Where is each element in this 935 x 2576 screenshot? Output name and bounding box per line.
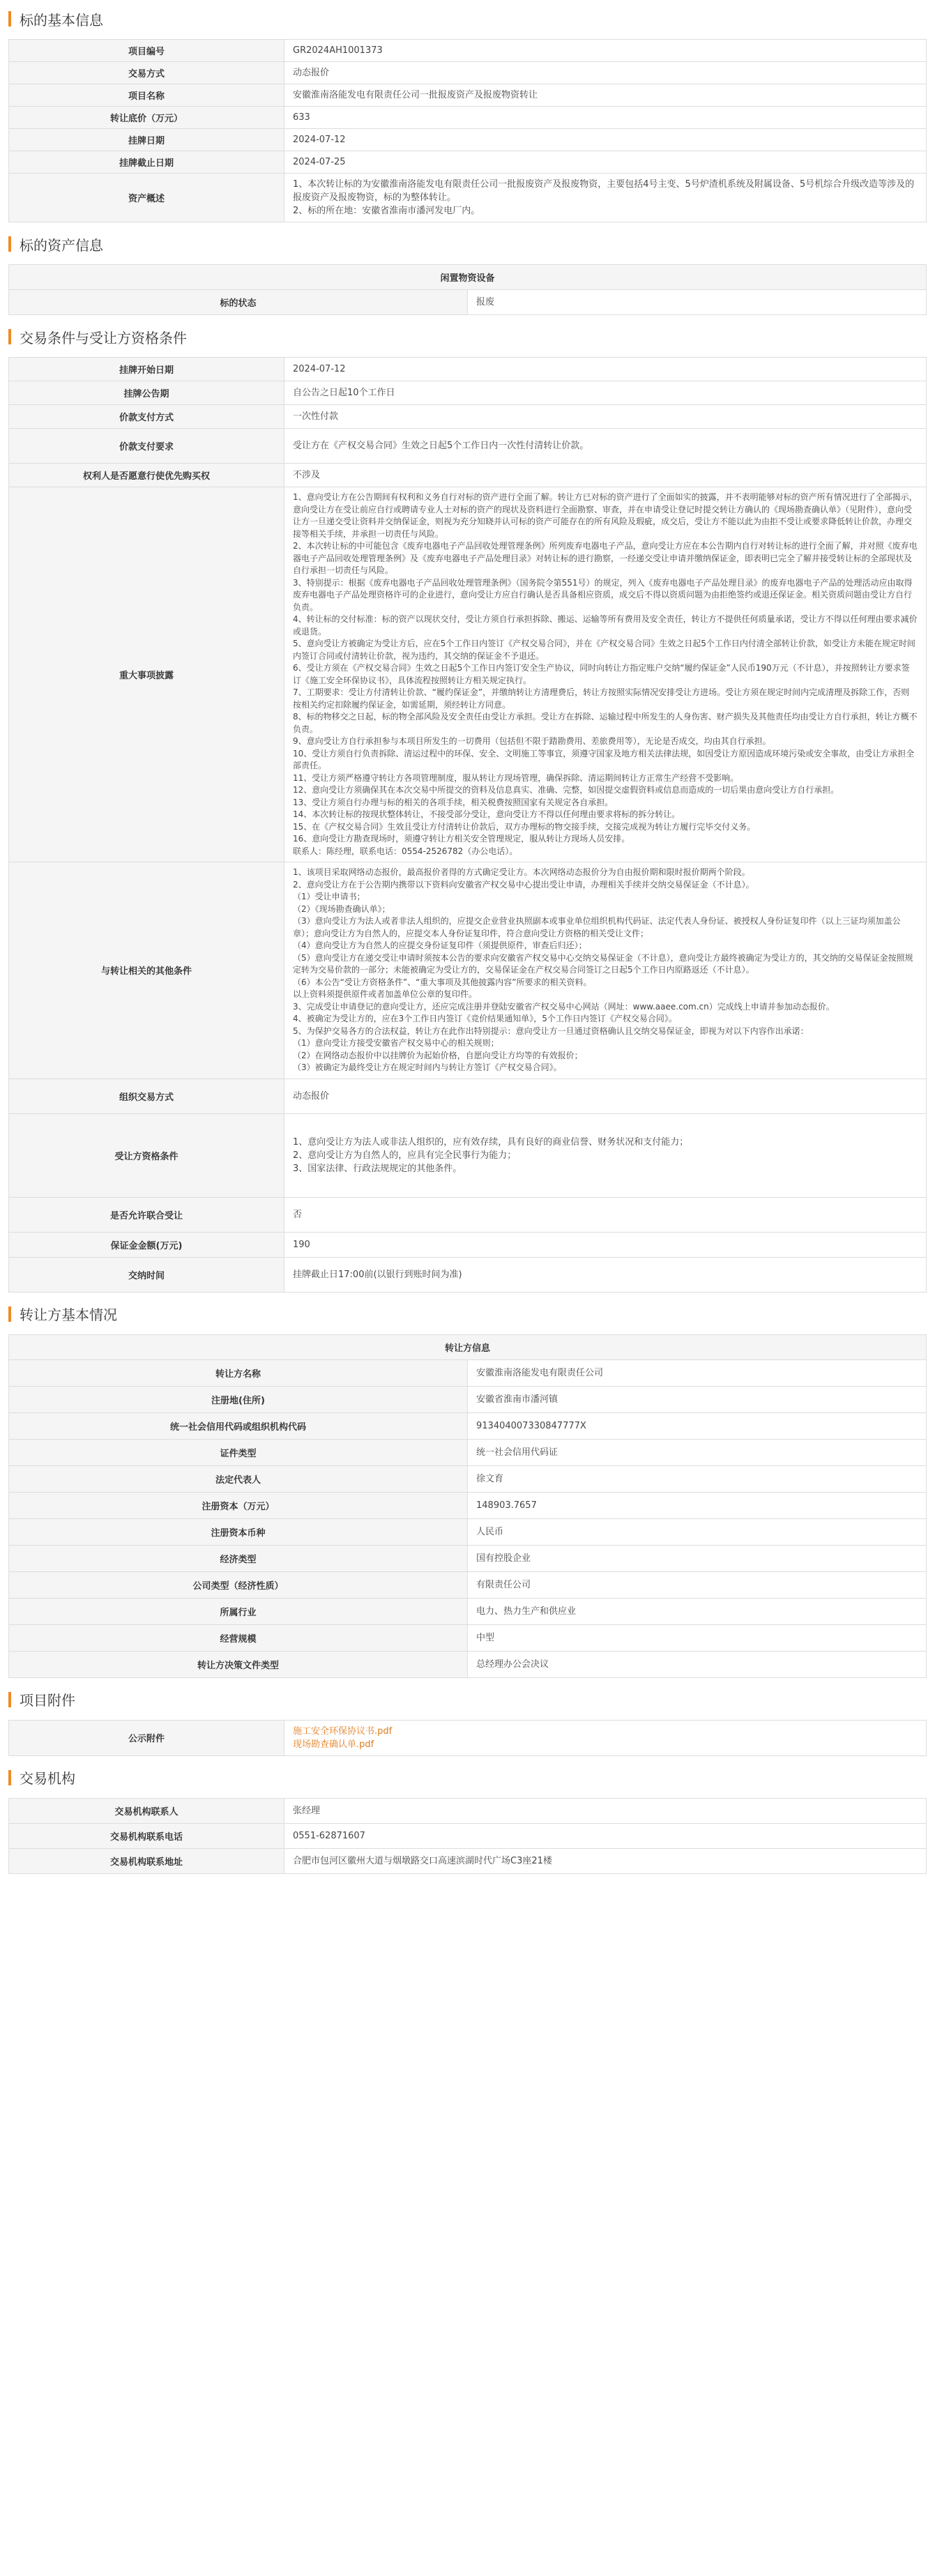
field-value: 统一社会信用代码证 [468,1439,927,1465]
field-label: 保证金金额(万元) [9,1232,284,1257]
table-row [9,1798,927,1823]
section-header-conditions [8,325,927,349]
section-header-basic [8,7,927,31]
field-label: 交易方式 [9,62,284,84]
field-value: 2024-07-12 [284,129,927,151]
field-label: 注册资本币种 [9,1518,468,1545]
field-value: 否 [284,1197,927,1232]
field-value: GR2024AH1001373 [284,40,927,62]
table-row [9,151,927,174]
field-value: 自公告之日起10个工作日 [284,381,927,405]
field-label: 公示附件 [9,1720,284,1755]
table-row [9,1571,927,1598]
field-value: 0551-62871607 [284,1823,927,1848]
table-row [9,1518,927,1545]
table-row [9,1079,927,1113]
field-label: 交易机构联系人 [9,1798,284,1823]
field-label: 项目名称 [9,84,284,107]
field-value: 报废 [468,290,927,315]
section-accent-bar [8,329,11,344]
attachment-link[interactable]: 施工安全环保协议书.pdf [293,1725,393,1737]
section-header-attachments [8,1688,927,1712]
field-label: 项目编号 [9,40,284,62]
section-accent-bar [8,1692,11,1707]
field-label: 权利人是否愿意行使优先购买权 [9,464,284,487]
conditions-table [8,357,927,1293]
table-row [9,174,927,222]
table-row [9,862,927,1079]
field-value: 1、意向受让方在公告期间有权利和义务自行对标的资产进行全面了解。转让方已对标的资产进行了全面如实的披露，并不表明能够对标的资产所有情况进行了全部揭示，意向受让方在受让前应自行或聘请专业人士对标的资产的现状及资料进行全面勘察、审查，并在申请受让登记时提交转让方确认的《现场勘查确认单》（见附件），意向受让方一旦递交受让资料并交纳保证金，则视为充分知晓并认可标的资产可能存在的所有风险及瑕疵，成交后，受让方不能以此为由拒不受让或要求降低转让价款，办理交接等相关手续，并承担一切责任与风险。 2、本次转让标的中可能包含《废弃电器电子产品回收处理管理条例》所列废弃电器电子产品，意向受让方应在本公告期内自行对转让标的进行全面了解，并对照《废弃电器电子产品回收处理管理条例》及《废弃电器电子产品处理目录》对转让标的进行勘察，一经递交受让申请并缴纳保证金，即表明已完全了解并接受转让标的全部现状及自行承担一切责任与风险。 3、特别提示：根据《废弃电器电子产品回收处理管理条例》（国务院令第551号）的规定，列入《废弃电器电子产品处理目录》的废弃电器电子产品的处理活动应由取得废弃电器电子产品处理资格许可的企业进行，意向受让方应自行确认是否具备相应资质，成交后不得以资质问题为由拒绝签约或退还保证金。相关资质问题由受让方自行负责。 4、转让标的交付标准：标的资产以现状交付，受让方须自行承担拆除、搬运、运输等所有费用及安全责任，转让方不提供任何质量承诺，受让方不得以任何理由要求减价或退货。 5、意向受让方被确定为受让方后，应在5个工作日内签订《产权交易合同》，并在《产权交易合同》生效之日起5个工作日内付清全部转让价款，如受让方未能在规定时间内签订合同或付清转让价款，视为违约，其交纳的保证金不予退还。 6、受让方须在《产权交易合同》生效之日起5个工作日内签订安全生产协议，同时向转让方指定账户交纳“履约保证金”人民币190万元（不计息），并按照转让方要求签订《施工安全环保协议书》，具体流程按照转让方相关规定执行。 7、工期要求：受让方付清转让价款、“履约保证金”，并缴纳转让方清理费后，转让方按照实际情况安排受让方进场。受让方须在规定时间内完成清理及拆除工作，否则按相关约定扣除履约保证金，如需延期，须经转让方同意。 8、标的物移交之日起，标的物全部风险及安全责任由受让方承担。受让方在拆除、运输过程中所发生的人身伤害、财产损失及其他责任均由受让方自行承担，转让方概不负责。 9、意向受让方自行承担参与本项目所发生的一切费用（包括但不限于踏勘费用、差旅费用等），无论是否成交，均由其自行承担。 10、受让方须自行负责拆除、清运过程中的环保、安全、文明施工等事宜，须遵守国家及地方相关法律法规，如因受让方原因造成环境污染或安全事故，由受让方承担全部责任。 11、受让方须严格遵守转让方各项管理制度，服从转让方现场管理，确保拆除、清运期间转让方正常生产经营不受影响。 12、意向受让方须确保其在本次交易中所提交的资料及信息真实、准确、完整，如因提交虚假资料或信息而造成的一切后果由意向受让方自行承担。 13、受让方须自行办理与标的相关的各项手续，相关税费按照国家有关规定各自承担。 14、本次转让标的按现状整体转让，不接受部分受让，意向受让方不得以任何理由要求将标的拆分转让。 15、在《产权交易合同》生效且受让方付清转让价款后，双方办理标的物交接手续，交接完成视为转让方履行完毕交付义务。 16、意向受让方勘查现场时，须遵守转让方相关安全管理规定，服从转让方现场人员安排。 联系人：陈经理，联系电话：0554-2526782（办公电话）。 [284,487,927,862]
field-value: 1、意向受让方为法人或非法人组织的，应有效存续，具有良好的商业信誉、财务状况和支付能力； 2、意向受让方为自然人的，应具有完全民事行为能力； 3、国家法律、行政法规规定的其他条件。 [284,1113,927,1197]
field-value: 合肥市包河区徽州大道与烟墩路交口高速滨湖时代广场C3座21楼 [284,1848,927,1873]
field-label: 注册地(住所) [9,1386,468,1412]
field-label: 转让方名称 [9,1359,468,1386]
field-label: 交纳时间 [9,1257,284,1292]
section-title: 交易条件与受让方资格条件 [20,330,187,346]
field-label: 重大事项披露 [9,487,284,862]
section-title: 标的基本信息 [20,13,103,29]
table-row [9,487,927,862]
table-row [9,1492,927,1518]
field-label: 转让方决策文件类型 [9,1651,468,1677]
table-row [9,84,927,107]
field-label: 公司类型（经济性质） [9,1571,468,1598]
section-header-transferor [8,1302,927,1326]
field-value: 2024-07-25 [284,151,927,174]
table-row [9,1257,927,1292]
table-row [9,1465,927,1492]
table-row [9,405,927,429]
section-accent-bar [8,236,11,252]
field-label: 法定代表人 [9,1465,468,1492]
field-value: 2024-07-12 [284,358,927,381]
field-value: 动态报价 [284,62,927,84]
section-title: 交易机构 [20,1771,75,1787]
attachment-link[interactable]: 现场勘查确认单.pdf [293,1739,374,1750]
table-row [9,1197,927,1232]
field-label: 与转让相关的其他条件 [9,862,284,1079]
table-row [9,1439,927,1465]
field-value: 人民币 [468,1518,927,1545]
attachments-table [8,1720,927,1756]
table-row [9,40,927,62]
field-value: 徐文育 [468,1465,927,1492]
table-row [9,1848,927,1873]
field-value: 总经理办公会决议 [468,1651,927,1677]
field-value: 挂牌截止日17:00前(以银行到账时间为准) [284,1257,927,1292]
field-value: 不涉及 [284,464,927,487]
table-caption: 转让方信息 [9,1334,927,1359]
field-value: 1、该项目采取网络动态报价，最高报价者得的方式确定受让方。本次网络动态报价分为自由报价期和限时报价期两个阶段。 2、意向受让方在于公告期内携带以下资料向安徽省产权交易中心提出受让申请，办理相关手续并交纳交易保证金（不计息）。 （1）受让申请书； （2）《现场勘查确认单》； （3）意向受让方为法人或者非法人组织的，应提交企业营业执照副本或事业单位组织机构代码证、法定代表人身份证、被授权人身份证复印件（以上三证均须加盖公章）；意向受让方为自然人的，应提交本人身份证复印件，符合意向受让方资格的相关受让文件； （4）意向受让方为自然人的应提交身份证复印件（须提供原件，审查后归还）； （5）意向受让方在递交受让申请时须按本公告的要求向安徽省产权交易中心交纳交易保证金（不计息），意向受让方最终被确定为受让方的，其交纳的交易保证金按照规定转为交易价款的一部分；未能被确定为受让方的，交易保证金在产权交易合同签订之日起5个工作日内原路返还（不计息）。 （6）本公告“受让方资格条件”、“重大事项及其他披露内容”所要求的相关资料。 以上资料须提供原件或者加盖单位公章的复印件。 3、完成受让申请登记的意向受让方，还应完成注册并登陆安徽省产权交易中心网站（网址：www.aaee.com.cn）完成线上申请并参加动态报价。 4、被确定为受让方的，应在3个工作日内签订《竞价结果通知单》，5个工作日内签订《产权交易合同》。 5、为保护交易各方的合法权益，转让方在此作出特别提示：意向受让方一旦通过资格确认且交纳交易保证金，即视为对以下内容作出承诺： （1）意向受让方接受安徽省产权交易中心的相关规则； （2）在网络动态报价中以挂牌价为起始价格，自愿向受让方均等的有效报价； （3）被确定为最终受让方在规定时间内与转让方签订《产权交易合同》。 [284,862,927,1079]
field-label: 经济类型 [9,1545,468,1571]
field-value: 安徽省淮南市潘河镇 [468,1386,927,1412]
table-row [9,1624,927,1651]
table-row [9,1113,927,1197]
table-row [9,1651,927,1677]
field-label: 标的状态 [9,290,468,315]
field-value: 动态报价 [284,1079,927,1113]
table-row [9,1545,927,1571]
field-label: 经营规模 [9,1624,468,1651]
field-label: 注册资本（万元） [9,1492,468,1518]
field-value: 190 [284,1232,927,1257]
section-accent-bar [8,11,11,26]
field-label: 挂牌公告期 [9,381,284,405]
table-row [9,62,927,84]
table-row [9,107,927,129]
table-row [9,1720,927,1755]
section-header-asset [8,232,927,256]
table-row [9,290,927,315]
table-row [9,464,927,487]
table-row [9,1598,927,1624]
field-value: 受让方在《产权交易合同》生效之日起5个工作日内一次性付清转让价款。 [284,429,927,464]
field-label: 挂牌开始日期 [9,358,284,381]
field-label: 交易机构联系地址 [9,1848,284,1873]
table-caption: 闲置物资设备 [9,265,927,290]
field-value: 安徽淮南洛能发电有限责任公司一批报废资产及报废物资转让 [284,84,927,107]
field-value: 913404007330847777X [468,1412,927,1439]
field-value: 148903.7657 [468,1492,927,1518]
field-value: 有限责任公司 [468,1571,927,1598]
basic-info-table [8,39,927,222]
field-label: 价款支付方式 [9,405,284,429]
section-title: 标的资产信息 [20,238,103,254]
table-row [9,1359,927,1386]
field-label: 转让底价（万元） [9,107,284,129]
section-accent-bar [8,1770,11,1785]
table-row [9,129,927,151]
section-title: 转让方基本情况 [20,1308,117,1323]
field-label: 所属行业 [9,1598,468,1624]
field-label: 挂牌日期 [9,129,284,151]
section-header-agency [8,1766,927,1790]
table-caption-row [9,1334,927,1359]
table-row [9,358,927,381]
transferor-table [8,1334,927,1678]
field-label: 统一社会信用代码或组织机构代码 [9,1412,468,1439]
section-title: 项目附件 [20,1693,75,1709]
field-label: 受让方资格条件 [9,1113,284,1197]
field-value: 安徽淮南洛能发电有限责任公司 [468,1359,927,1386]
section-accent-bar [8,1306,11,1322]
field-value: 1、本次转让标的为安徽淮南洛能发电有限责任公司一批报废资产及报废物资，主要包括4号主变、5号炉渣机系统及附属设备、5号机综合升级改造等涉及的报废资产及报废物资，标的为整体转让。 2、标的所在地：安徽省淮南市潘河发电厂内。 [284,174,927,222]
field-label: 资产概述 [9,174,284,222]
table-row [9,1412,927,1439]
field-label: 挂牌截止日期 [9,151,284,174]
field-label: 是否允许联合受让 [9,1197,284,1232]
field-value: 中型 [468,1624,927,1651]
field-label: 证件类型 [9,1439,468,1465]
field-label: 交易机构联系电话 [9,1823,284,1848]
field-value: 633 [284,107,927,129]
table-row [9,1232,927,1257]
table-caption-row [9,265,927,290]
table-row [9,1823,927,1848]
agency-table [8,1798,927,1874]
field-value: 一次性付款 [284,405,927,429]
table-row [9,381,927,405]
field-value: 国有控股企业 [468,1545,927,1571]
table-row [9,429,927,464]
field-label: 组织交易方式 [9,1079,284,1113]
field-label: 价款支付要求 [9,429,284,464]
asset-info-table [8,264,927,315]
field-value: 电力、热力生产和供应业 [468,1598,927,1624]
attachment-list [284,1720,927,1755]
field-value: 张经理 [284,1798,927,1823]
table-row [9,1386,927,1412]
